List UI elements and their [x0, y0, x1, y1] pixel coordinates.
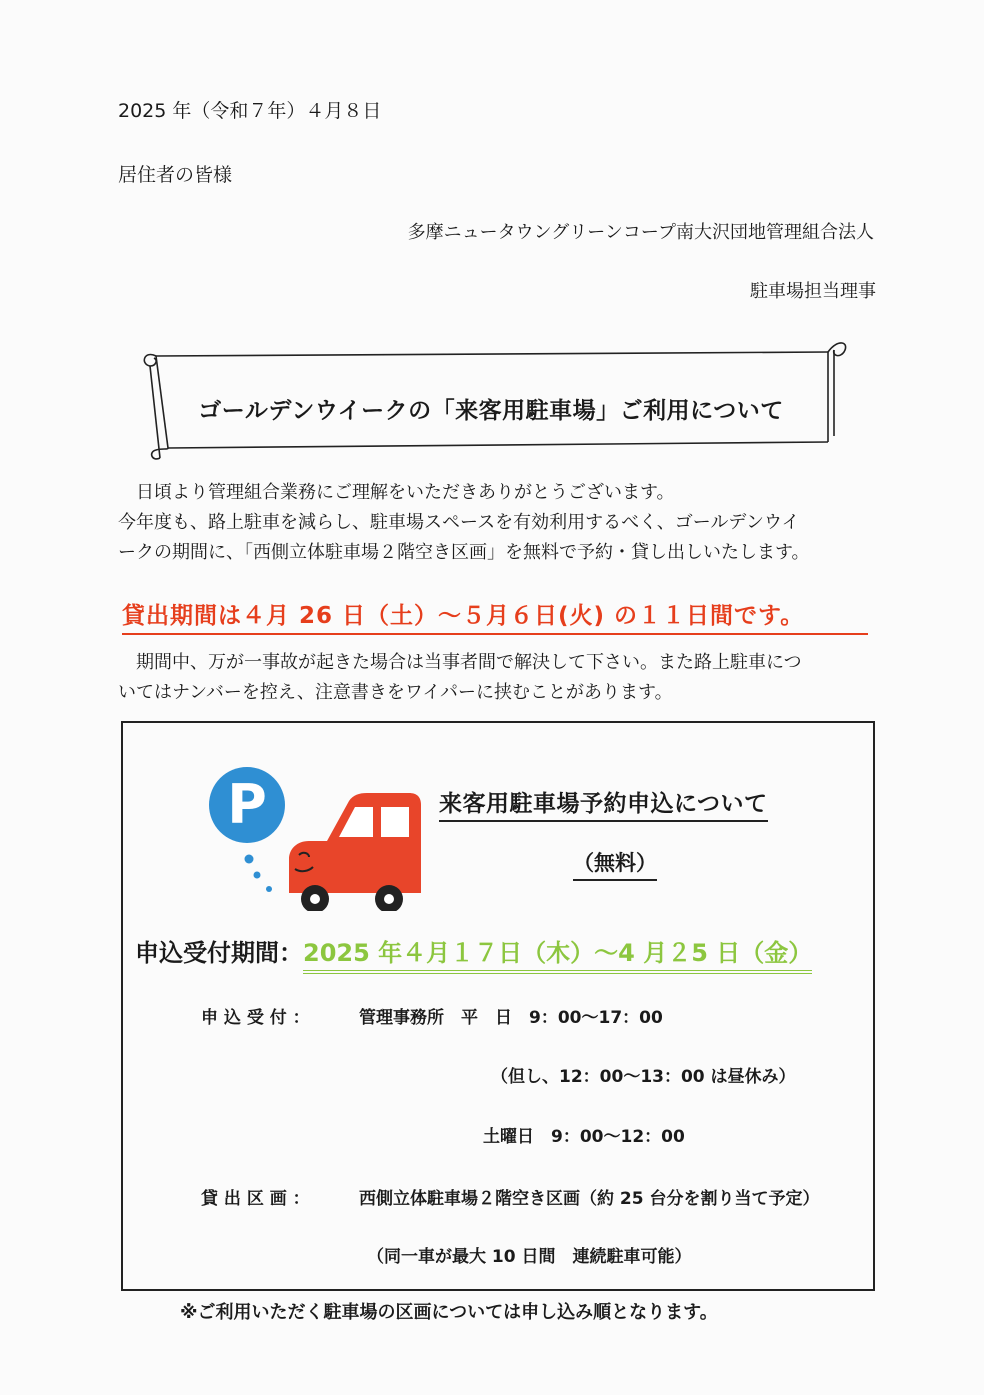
intro-line: 今年度も、路上駐車を減らし、駐車場スペースを有効利用するべく、ゴールデンウイ: [118, 512, 800, 533]
banner-title: ゴールデンウイークの「来客用駐車場」ご利用について: [198, 398, 784, 424]
reception-office-hours: 管理事務所 平 日 9：00～17：00: [359, 1008, 663, 1028]
notice-line: 期間中、万が一事故が起きた場合は当事者間で解決して下さい。また路上駐車につ: [118, 652, 802, 673]
title-scroll-banner: [138, 330, 850, 470]
box-title: 来客用駐車場予約申込について: [439, 785, 768, 822]
application-period-label: 申込受付期間：: [135, 939, 303, 967]
lunch-break-note: （但し、12：00～13：00 は昼休み）: [491, 1067, 796, 1087]
car-icon: [289, 793, 421, 911]
parking-letter: P: [227, 773, 267, 836]
reception-label: 申 込 受 付 ：: [201, 1008, 310, 1028]
rental-period-highlight: 貸出期間は４月 26 日（土）～５月６日(火) の１１日間です。: [122, 597, 868, 635]
application-period: [135, 933, 812, 968]
intro-paragraph: [118, 478, 810, 568]
footnote: ※ご利用いただく駐車場の区画については申し込み順となります。: [180, 1302, 718, 1323]
application-period-value: 2025 年４月１７日（木）～4 月２5 日（金）: [303, 939, 812, 974]
intro-line: 日頃より管理組合業務にご理解をいただきありがとうございます。: [118, 482, 675, 503]
notice-paragraph: [118, 648, 802, 708]
notice-line: いてはナンバーを控え、注意書きをワイパーに挟むことがあります。: [118, 682, 673, 703]
area-label: 貸 出 区 画 ：: [201, 1189, 310, 1209]
parking-car-illustration: [209, 761, 429, 911]
max-days-note: （同一車が最大 10 日間 連続駐車可能）: [367, 1247, 692, 1267]
saturday-hours: 土曜日 9：00～12：00: [483, 1127, 685, 1147]
area-value: 西側立体駐車場２階空き区画（約 25 台分を割り当て予定）: [359, 1189, 820, 1209]
notice-date: 2025 年（令和７年）４月８日: [118, 100, 382, 122]
reservation-info-box: [121, 721, 875, 1291]
addressee: 居住者の皆様: [118, 164, 233, 186]
box-subtitle: （無料）: [573, 847, 657, 881]
sender-organization: 多摩ニュータウングリーンコープ南大沢団地管理組合法人: [407, 222, 874, 243]
intro-line: ークの期間に、「西側立体駐車場２階空き区画」を無料で予約・貸し出しいたします。: [118, 542, 810, 563]
sender-role: 駐車場担当理事: [750, 281, 876, 302]
